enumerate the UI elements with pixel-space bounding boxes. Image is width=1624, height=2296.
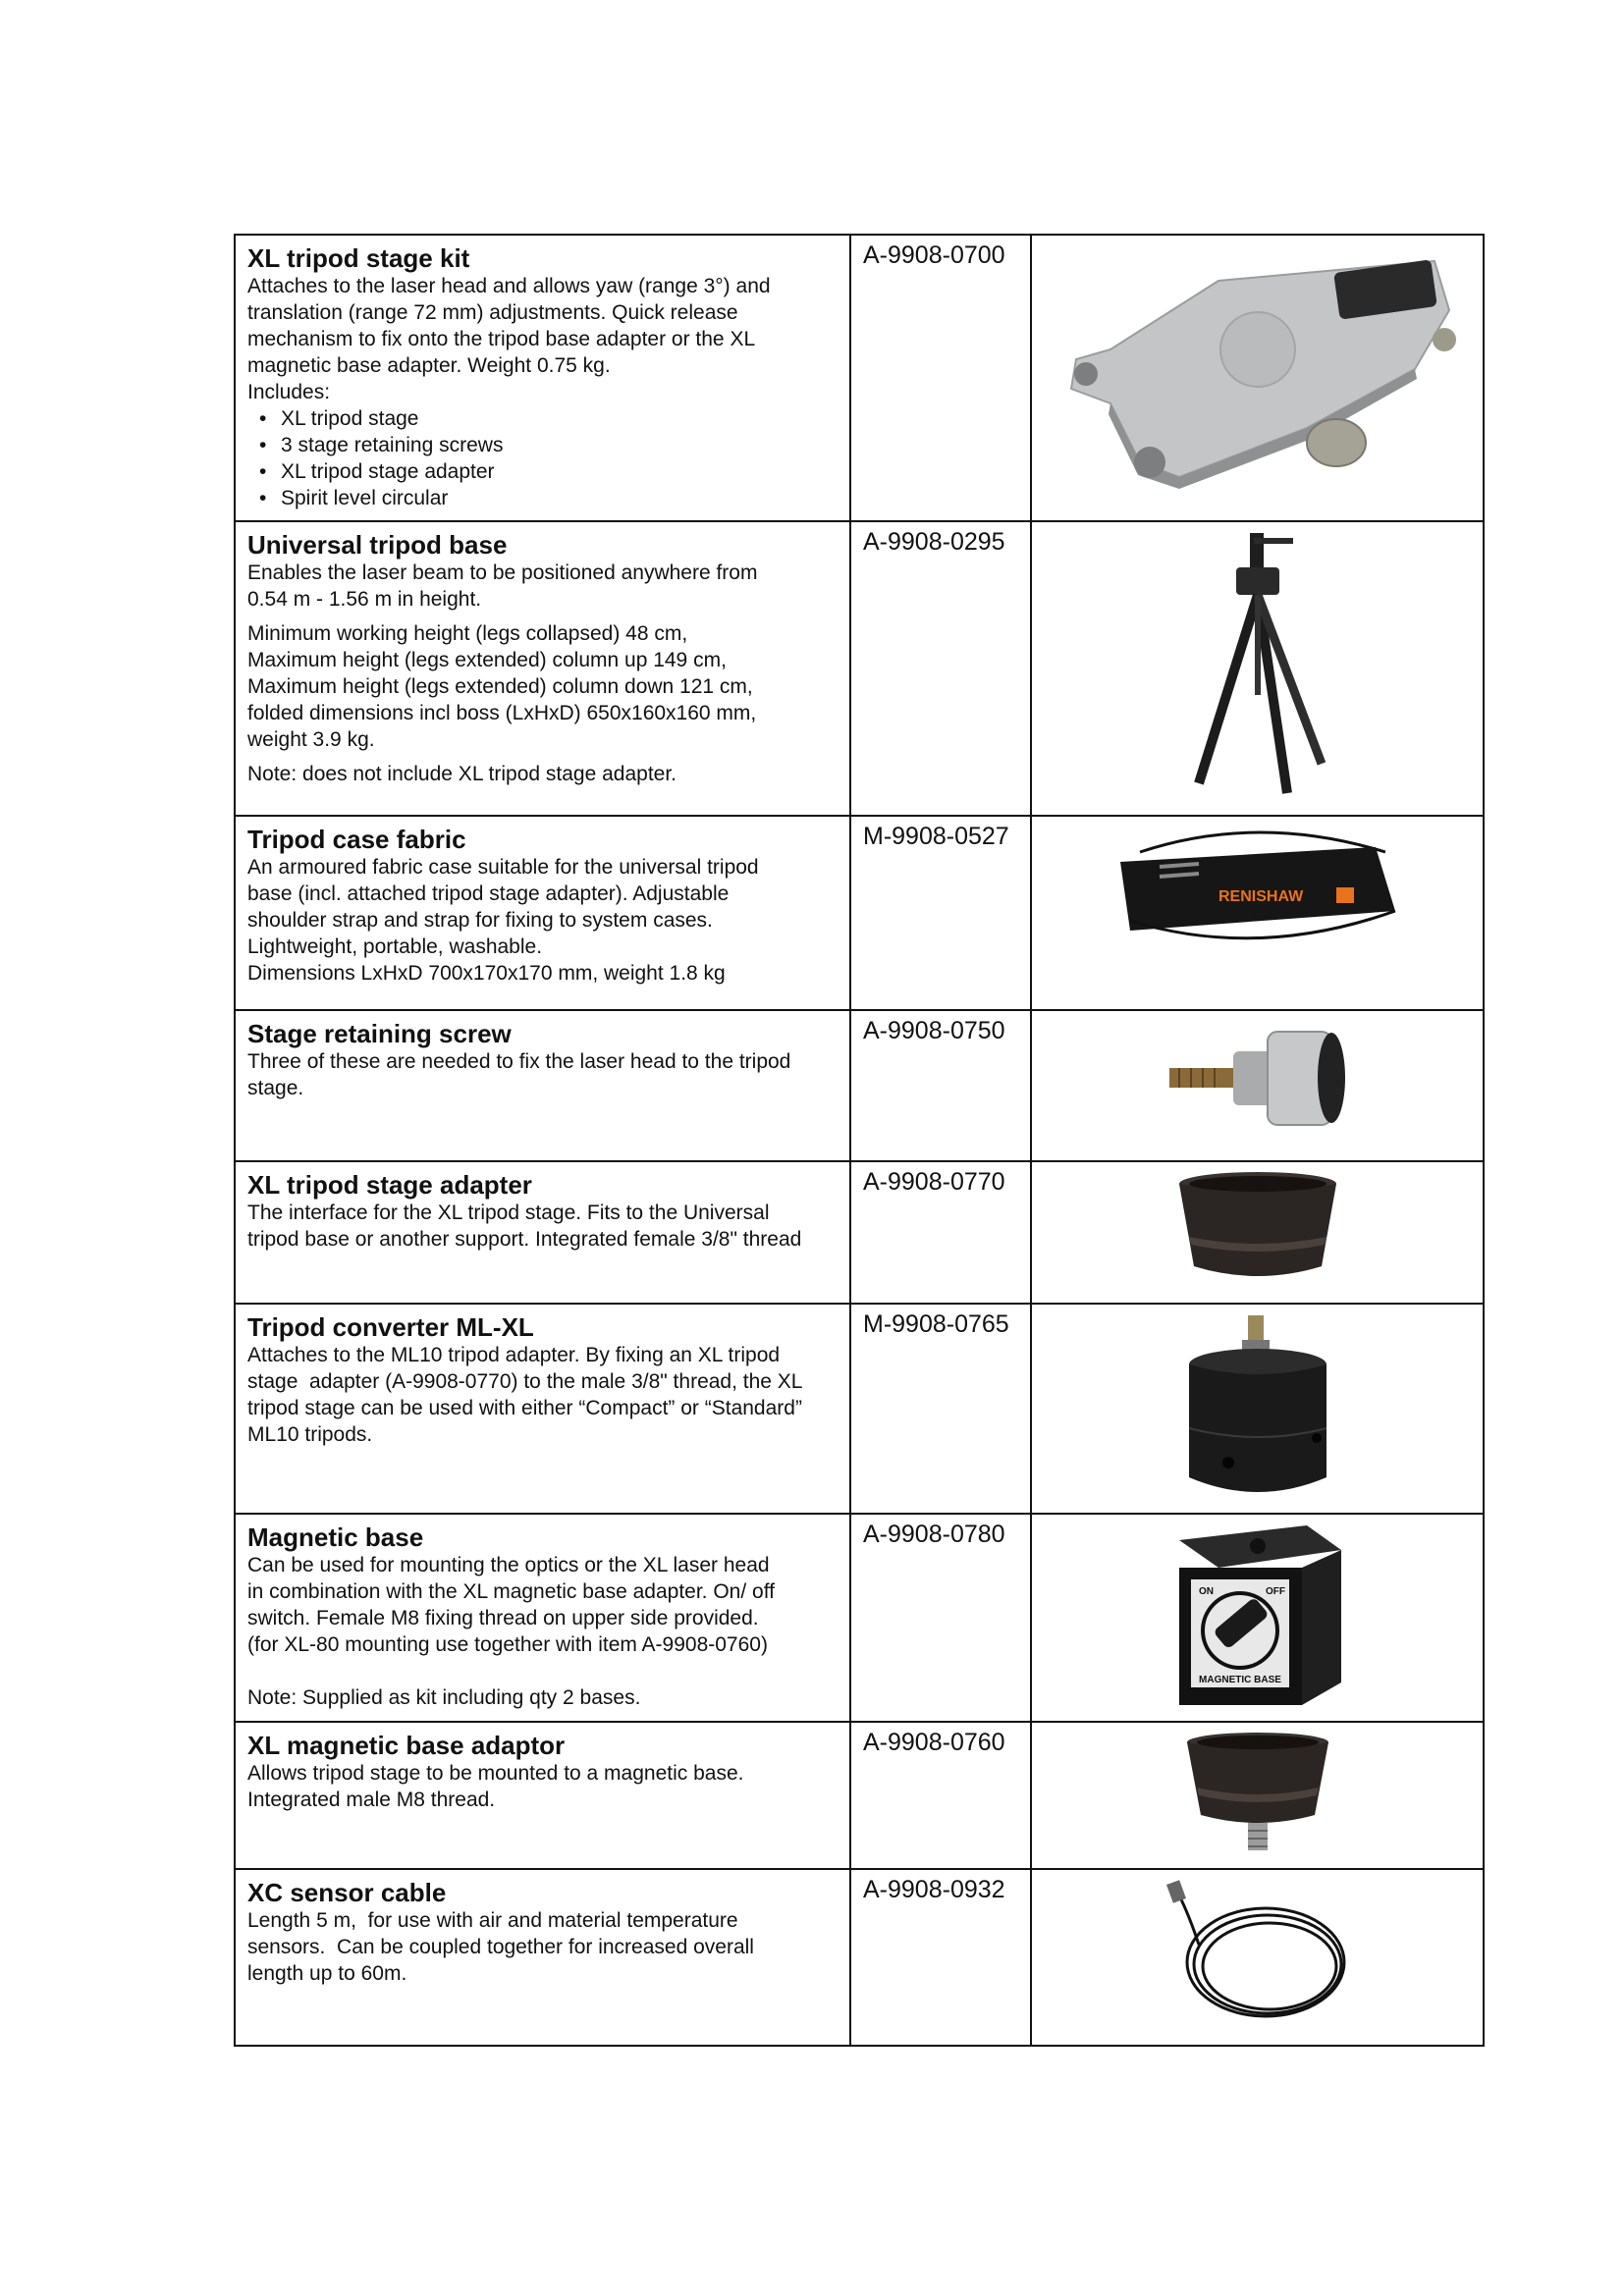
magnetic-base-image <box>1160 1521 1356 1717</box>
description-line: mechanism to fix onto the tripod base adapter or the XL <box>247 328 756 350</box>
table-row <box>235 1161 1484 1304</box>
list-item: • XL tripod stage <box>281 405 838 432</box>
description-line: Maximum height (legs extended) column down 121 cm, <box>247 675 753 698</box>
description-line: translation (range 72 mm) adjustments. Quick release <box>247 301 738 324</box>
product-catalog-table <box>234 234 1485 2047</box>
description-line: An armoured fabric case suitable for the universal tripod <box>247 856 759 879</box>
description-line: stage adapter (A-9908-0770) to the male 3/8" thread, the XL <box>247 1370 803 1393</box>
description-line: ML10 tripods. <box>247 1423 373 1446</box>
part-number: M-9908-0765 <box>850 1304 1031 1514</box>
product-title: Tripod converter ML-XL <box>247 1312 534 1342</box>
part-number: A-9908-0770 <box>850 1161 1031 1304</box>
description-line: stage. <box>247 1077 304 1099</box>
switch-on-label: ON <box>1198 1586 1214 1597</box>
part-number: A-9908-0760 <box>850 1722 1031 1869</box>
list-item: • Spirit level circular <box>281 485 838 511</box>
part-number: A-9908-0750 <box>850 1010 1031 1161</box>
description-line: Lightweight, portable, washable. <box>247 935 543 958</box>
description-line: Allows tripod stage to be mounted to a magnetic base. <box>247 1762 744 1785</box>
product-image-cell <box>1031 1304 1484 1514</box>
product-description-cell <box>235 235 850 521</box>
list-item: • XL tripod stage adapter <box>281 458 838 485</box>
product-description-cell <box>235 1514 850 1722</box>
product-title: Universal tripod base <box>247 530 508 560</box>
product-title: XL tripod stage adapter <box>247 1170 532 1200</box>
tripod-converter-image <box>1169 1310 1346 1507</box>
description-line: length up to 60m. <box>247 1962 407 1985</box>
description-line: Includes: <box>247 381 331 403</box>
product-description-cell <box>235 1304 850 1514</box>
description-line: The interface for the XL tripod stage. Fits to the Universal <box>247 1201 770 1224</box>
part-number: A-9908-0780 <box>850 1514 1031 1722</box>
product-image-cell <box>1031 521 1484 816</box>
description-line: (for XL-80 mounting use together with item A-9908-0760) <box>247 1633 768 1656</box>
table-row <box>235 1304 1484 1514</box>
product-description-cell <box>235 1869 850 2046</box>
product-title: Magnetic base <box>247 1522 424 1552</box>
description-line: sensors. Can be coupled together for increased overall <box>247 1936 754 1958</box>
description-line: Three of these are needed to fix the laser head to the tripod <box>247 1050 791 1073</box>
product-title: Stage retaining screw <box>247 1019 512 1048</box>
description-line: in combination with the XL magnetic base adapter. On/ off <box>247 1580 775 1603</box>
switch-off-label: OFF <box>1265 1586 1285 1597</box>
table-row <box>235 1722 1484 1869</box>
description-line: Can be used for mounting the optics or the XL laser head <box>247 1554 770 1576</box>
includes-list <box>247 405 838 511</box>
product-description-cell <box>235 1722 850 1869</box>
description-line: shoulder strap and strap for fixing to system cases. <box>247 909 713 932</box>
stage-adapter-image <box>1169 1168 1346 1286</box>
product-image-cell <box>1031 1514 1484 1722</box>
description-line: tripod stage can be used with either “Compact” or “Standard” <box>247 1397 802 1419</box>
description-line: magnetic base adapter. Weight 0.75 kg. <box>247 354 611 377</box>
tripod-case-image <box>1101 823 1415 950</box>
product-title: XL tripod stage kit <box>247 243 470 273</box>
table-row <box>235 521 1484 816</box>
description-line: Maximum height (legs extended) column up 149 cm, <box>247 649 727 671</box>
magnetic-base-adaptor-image <box>1179 1729 1336 1856</box>
list-item: • 3 stage retaining screws <box>281 432 838 458</box>
product-description-cell <box>235 1161 850 1304</box>
description-line: switch. Female M8 fixing thread on upper side provided. <box>247 1607 759 1629</box>
tripod-image <box>1160 528 1356 803</box>
part-number: A-9908-0295 <box>850 521 1031 816</box>
description-line: Length 5 m, for use with air and material temperature <box>247 1909 738 1932</box>
part-number: M-9908-0527 <box>850 816 1031 1010</box>
table-row <box>235 1514 1484 1722</box>
product-title: Tripod case fabric <box>247 825 466 854</box>
description-line: Enables the laser beam to be positioned anywhere from <box>247 561 758 584</box>
description-line: Attaches to the ML10 tripod adapter. By fixing an XL tripod <box>247 1344 781 1366</box>
product-description-cell <box>235 521 850 816</box>
table-row <box>235 816 1484 1010</box>
product-note: Note: Supplied as kit including qty 2 bases. <box>247 1686 641 1709</box>
product-image-cell <box>1031 235 1484 521</box>
product-title: XL magnetic base adaptor <box>247 1731 566 1760</box>
sensor-cable-image <box>1160 1876 1356 2033</box>
description-line: folded dimensions incl boss (LxHxD) 650x160x160 mm, <box>247 702 757 724</box>
product-image-cell <box>1031 1010 1484 1161</box>
product-image-cell <box>1031 1869 1484 2046</box>
description-line: weight 3.9 kg. <box>247 728 375 751</box>
table-row <box>235 1010 1484 1161</box>
product-description-cell <box>235 816 850 1010</box>
description-line: tripod base or another support. Integrated female 3/8" thread <box>247 1228 802 1251</box>
description-line: base (incl. attached tripod stage adapter). Adjustable <box>247 882 730 905</box>
description-line: Minimum working height (legs collapsed) 48 cm, <box>247 622 688 645</box>
product-image-cell <box>1031 1161 1484 1304</box>
table-row <box>235 235 1484 521</box>
product-title: XC sensor cable <box>247 1878 447 1907</box>
part-number: A-9908-0700 <box>850 235 1031 521</box>
description-line: Integrated male M8 thread. <box>247 1789 496 1811</box>
product-description-cell <box>235 1010 850 1161</box>
magnetic-base-label: MAGNETIC BASE <box>1198 1675 1281 1685</box>
description-line: Attaches to the laser head and allows yaw (range 3°) and <box>247 275 771 297</box>
brand-logo: RENISHAW <box>1218 888 1303 905</box>
tripod-stage-image <box>1052 241 1464 497</box>
product-note: Note: does not include XL tripod stage adapter. <box>247 763 677 785</box>
product-image-cell <box>1031 816 1484 1010</box>
part-number: A-9908-0932 <box>850 1869 1031 2046</box>
retaining-screw-image <box>1160 1017 1356 1135</box>
table-row <box>235 1869 1484 2046</box>
description-line: 0.54 m - 1.56 m in height. <box>247 588 482 611</box>
product-image-cell <box>1031 1722 1484 1869</box>
description-line: Dimensions LxHxD 700x170x170 mm, weight 1.8 kg <box>247 962 726 985</box>
